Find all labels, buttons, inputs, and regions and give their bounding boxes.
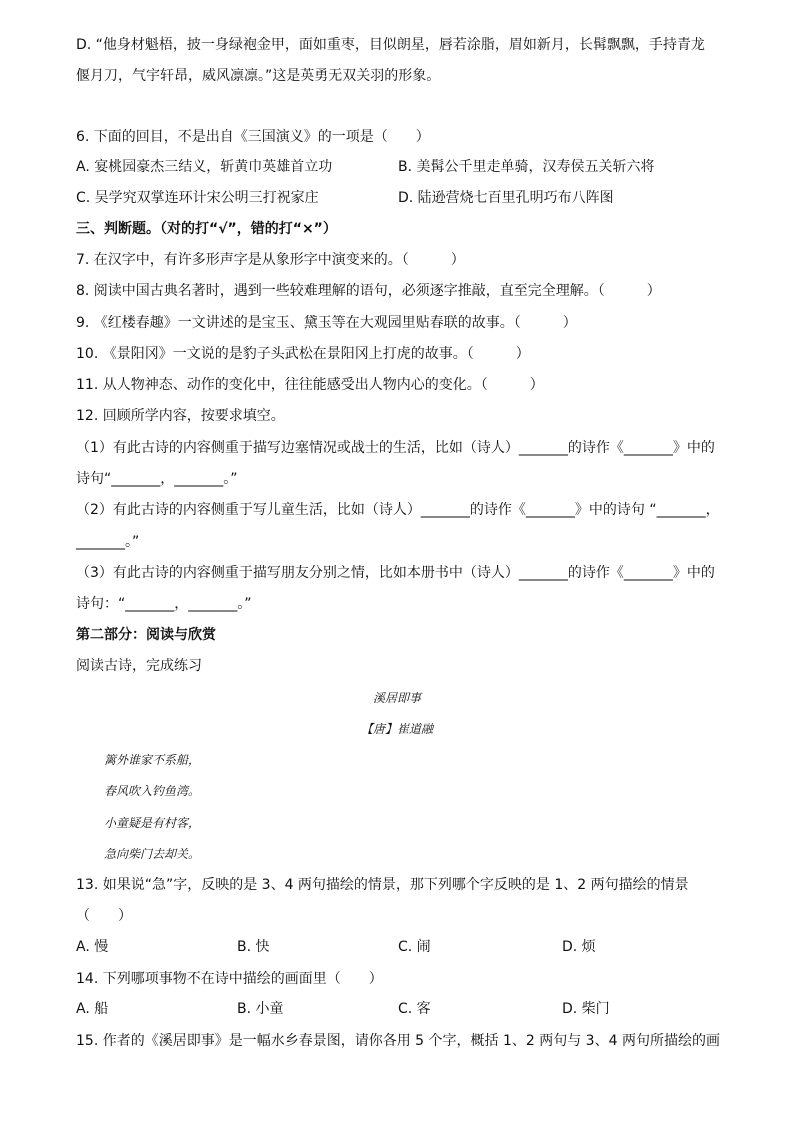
- q6-option-b: B. 美髯公千里走单骑，汉寿侯五关斩六将: [398, 159, 655, 175]
- q13-option-d: D. 烦: [562, 939, 596, 955]
- question-13-line1: 13. 如果说“急”字，反映的是 3、4 两句描绘的情景，那下列哪个字反映的是 1、2 两句描绘的情景: [76, 877, 689, 893]
- poem-line-3: 小童疑是有村客，: [104, 816, 201, 830]
- q6-option-c: C. 吴学究双掌连环计宋公明三打祝家庄: [76, 190, 319, 206]
- question-12-2-line1: （2）有此古诗的内容侧重于写儿童生活，比如（诗人）_______的诗作《_______》中的诗句 “_______，: [76, 502, 720, 518]
- poem-line-4: 急向柴门去却关。: [104, 847, 201, 861]
- poem-title: 溪居即事: [372, 691, 421, 705]
- question-12-1-line2: 诗句“_______，_______。”: [76, 471, 238, 487]
- poem-line-1: 篱外谁家不系船，: [104, 753, 201, 767]
- question-11: 11. 从人物神态、动作的变化中，往往能感受出人物内心的变化。（ ）: [76, 377, 544, 393]
- question-6: 6. 下面的回目，不是出自《三国演义》的一项是（ ）: [76, 129, 430, 145]
- part-2-heading: 第二部分：阅读与欣赏: [76, 627, 216, 643]
- question-14: 14. 下列哪项事物不在诗中描绘的画面里（ ）: [76, 971, 383, 987]
- poem-author: 【唐】崔道融: [360, 722, 433, 736]
- question-12: 12. 回顾所学内容，按要求填空。: [76, 408, 285, 424]
- question-12-3-line1: （3）有此古诗的内容侧重于描写朋友分别之情，比如本册书中（诗人）_______的诗作《_______》中的: [76, 565, 715, 581]
- poem-line-2: 春风吹入钓鱼湾。: [104, 784, 201, 798]
- question-7: 7. 在汉字中，有许多形声字是从象形字中演变来的。（ ）: [76, 252, 465, 268]
- q6-option-d: D. 陆逊营烧七百里孔明巧布八阵图: [398, 190, 614, 206]
- q6-option-a: A. 宴桃园豪杰三结义，斩黄巾英雄首立功: [76, 159, 333, 175]
- question-12-3-line2: 诗句：“_______，_______。”: [76, 596, 252, 612]
- option-d-line2: 偃月刀，气宇轩昂，威风凛凛。”这是英勇无双关羽的形象。: [76, 68, 441, 84]
- question-8: 8. 阅读中国古典名著时，遇到一些较难理解的语句，必须逐字推敲，直至完全理解。（ ）: [76, 283, 661, 299]
- q13-option-c: C. 闹: [398, 939, 431, 955]
- q14-option-c: C. 客: [398, 1001, 431, 1017]
- question-10: 10. 《景阳冈》一文说的是豹子头武松在景阳冈上打虎的故事。（ ）: [76, 346, 530, 362]
- question-9: 9. 《红楼春趣》一文讲述的是宝玉、黛玉等在大观园里贴春联的故事。（ ）: [76, 315, 577, 331]
- q13-option-b: B. 快: [237, 939, 270, 955]
- q13-option-a: A. 慢: [76, 939, 109, 955]
- section-3-heading: 三、判断题。（对的打“√”，错的打“×”）: [76, 221, 337, 237]
- reading-intro: 阅读古诗，完成练习: [76, 658, 202, 674]
- q14-option-d: D. 柴门: [562, 1001, 610, 1017]
- question-12-2-line2: _______。”: [76, 534, 140, 550]
- option-d-line1: D. “他身材魁梧，披一身绿袍金甲，面如重枣，目似朗星，唇若涂脂，眉如新月，长髯飘飘，手持青龙: [76, 37, 705, 53]
- question-15: 15. 作者的《溪居即事》是一幅水乡春景图，请你各用 5 个字，概括 1、2 两句与 3、4 两句所描绘的画: [76, 1033, 720, 1049]
- question-13-line2: （ ）: [76, 908, 132, 924]
- q14-option-b: B. 小童: [237, 1001, 284, 1017]
- question-12-1-line1: （1）有此古诗的内容侧重于描写边塞情况或战士的生活，比如（诗人）_______的诗作《_______》中的: [76, 440, 715, 456]
- q14-option-a: A. 船: [76, 1001, 109, 1017]
